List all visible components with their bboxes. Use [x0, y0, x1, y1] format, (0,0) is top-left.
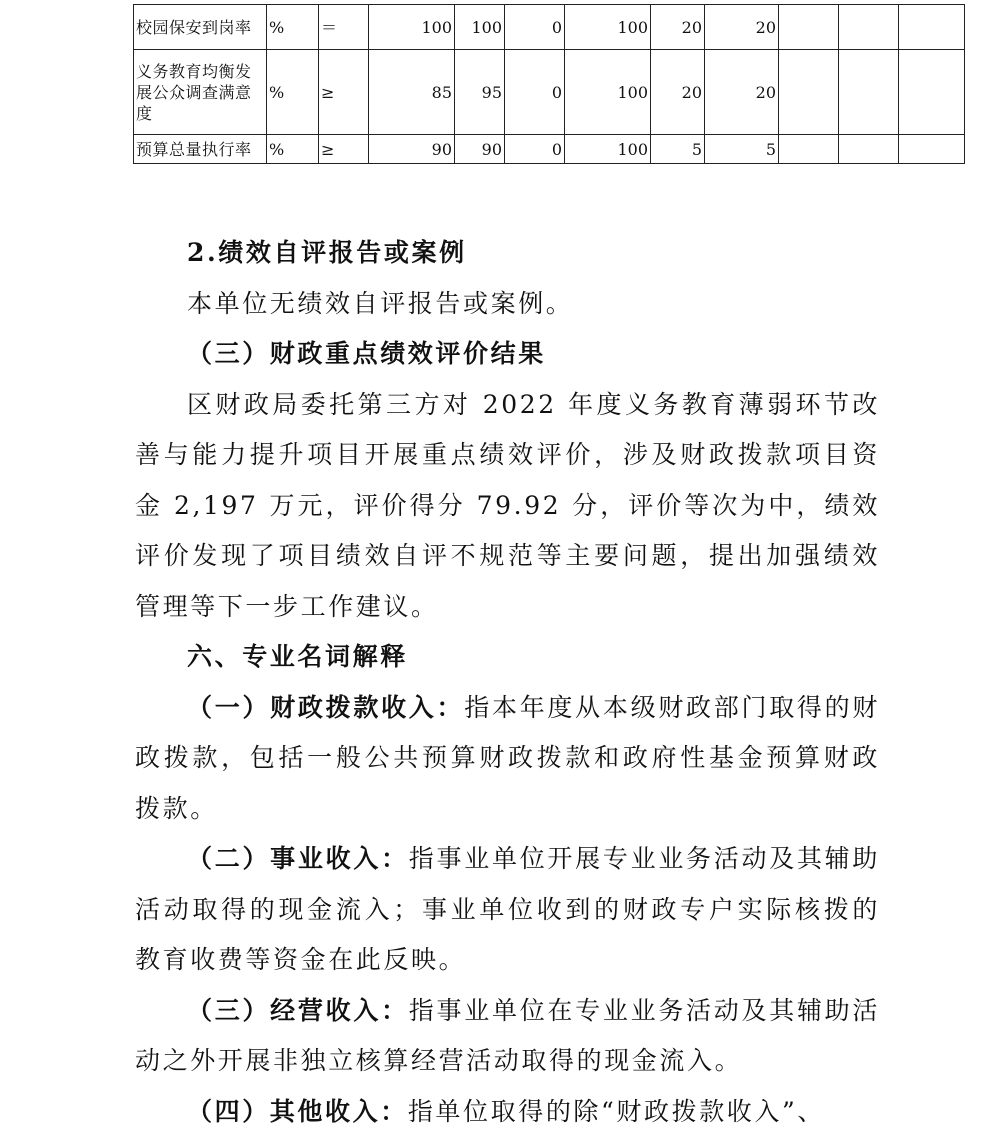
section-heading: 2.绩效自评报告或案例 — [135, 228, 880, 279]
empty-cell — [899, 5, 965, 50]
empty-cell — [779, 135, 839, 164]
definition-desc: 指事业单位在专业业务活动及其辅助活动之外开展非独立核算经营活动取得的现金流入。 — [135, 996, 880, 1076]
indicator-value: 0 — [505, 50, 565, 135]
indicator-value: 95 — [455, 50, 505, 135]
indicator-unit: % — [267, 50, 319, 135]
definition-item — [135, 1087, 880, 1137]
indicator-name: 义务教育均衡发展公众调查满意度 — [134, 50, 267, 135]
table-row — [134, 50, 965, 135]
empty-cell — [839, 135, 899, 164]
indicator-value: 90 — [455, 135, 505, 164]
definition-term: （二）事业收入： — [187, 844, 409, 873]
definition-desc: 指本年度从本级财政部门取得的财政拨款，包括一般公共预算财政拨款和政府性基金预算财政拨款。 — [135, 693, 880, 823]
performance-indicator-table — [133, 4, 965, 164]
indicator-unit: % — [267, 5, 319, 50]
definition-desc: 指事业单位开展专业业务活动及其辅助活动取得的现金流入；事业单位收到的财政专户实际核拨的教育收费等资金在此反映。 — [135, 844, 880, 974]
definition-item — [135, 834, 880, 986]
document-body — [135, 228, 880, 1137]
indicator-value: 20 — [651, 50, 705, 135]
indicator-value: 20 — [651, 5, 705, 50]
empty-cell — [779, 5, 839, 50]
indicator-unit: % — [267, 135, 319, 164]
section-heading: （三）财政重点绩效评价结果 — [135, 329, 880, 380]
indicator-operator: ＝ — [319, 5, 369, 50]
indicator-value: 100 — [565, 135, 651, 164]
indicator-value: 20 — [705, 5, 779, 50]
table-row — [134, 5, 965, 50]
definition-item — [135, 986, 880, 1087]
indicator-value: 0 — [505, 5, 565, 50]
indicator-value: 100 — [565, 5, 651, 50]
indicator-value: 0 — [505, 135, 565, 164]
empty-cell — [899, 50, 965, 135]
table-row — [134, 135, 965, 164]
indicator-value: 100 — [565, 50, 651, 135]
indicator-value: 5 — [705, 135, 779, 164]
indicator-value: 5 — [651, 135, 705, 164]
indicator-value: 100 — [369, 5, 455, 50]
indicator-value: 100 — [455, 5, 505, 50]
indicator-value: 85 — [369, 50, 455, 135]
section-heading: 六、专业名词解释 — [135, 632, 880, 683]
indicator-name: 预算总量执行率 — [134, 135, 267, 164]
paragraph: 本单位无绩效自评报告或案例。 — [135, 279, 880, 330]
definition-term: （一）财政拨款收入： — [187, 693, 464, 722]
empty-cell — [899, 135, 965, 164]
definition-term: （四）其他收入： — [187, 1097, 408, 1126]
indicator-value: 20 — [705, 50, 779, 135]
indicator-value: 90 — [369, 135, 455, 164]
empty-cell — [839, 5, 899, 50]
definition-term: （三）经营收入： — [187, 996, 409, 1025]
empty-cell — [779, 50, 839, 135]
indicator-operator: ≥ — [319, 50, 369, 135]
empty-cell — [839, 50, 899, 135]
definition-desc: 指单位取得的除“财政拨款收入”、 — [408, 1097, 825, 1126]
indicator-name: 校园保安到岗率 — [134, 5, 267, 50]
definition-item — [135, 683, 880, 835]
indicator-operator: ≥ — [319, 135, 369, 164]
paragraph: 区财政局委托第三方对 2022 年度义务教育薄弱环节改善与能力提升项目开展重点绩效评价，涉及财政拨款项目资金 2,197 万元，评价得分 79.92 分，评价等次为中，绩效评价发现了项目绩效自评不规范等主要问题，提出加强绩效管理等下一步工作建议。 — [135, 380, 880, 633]
